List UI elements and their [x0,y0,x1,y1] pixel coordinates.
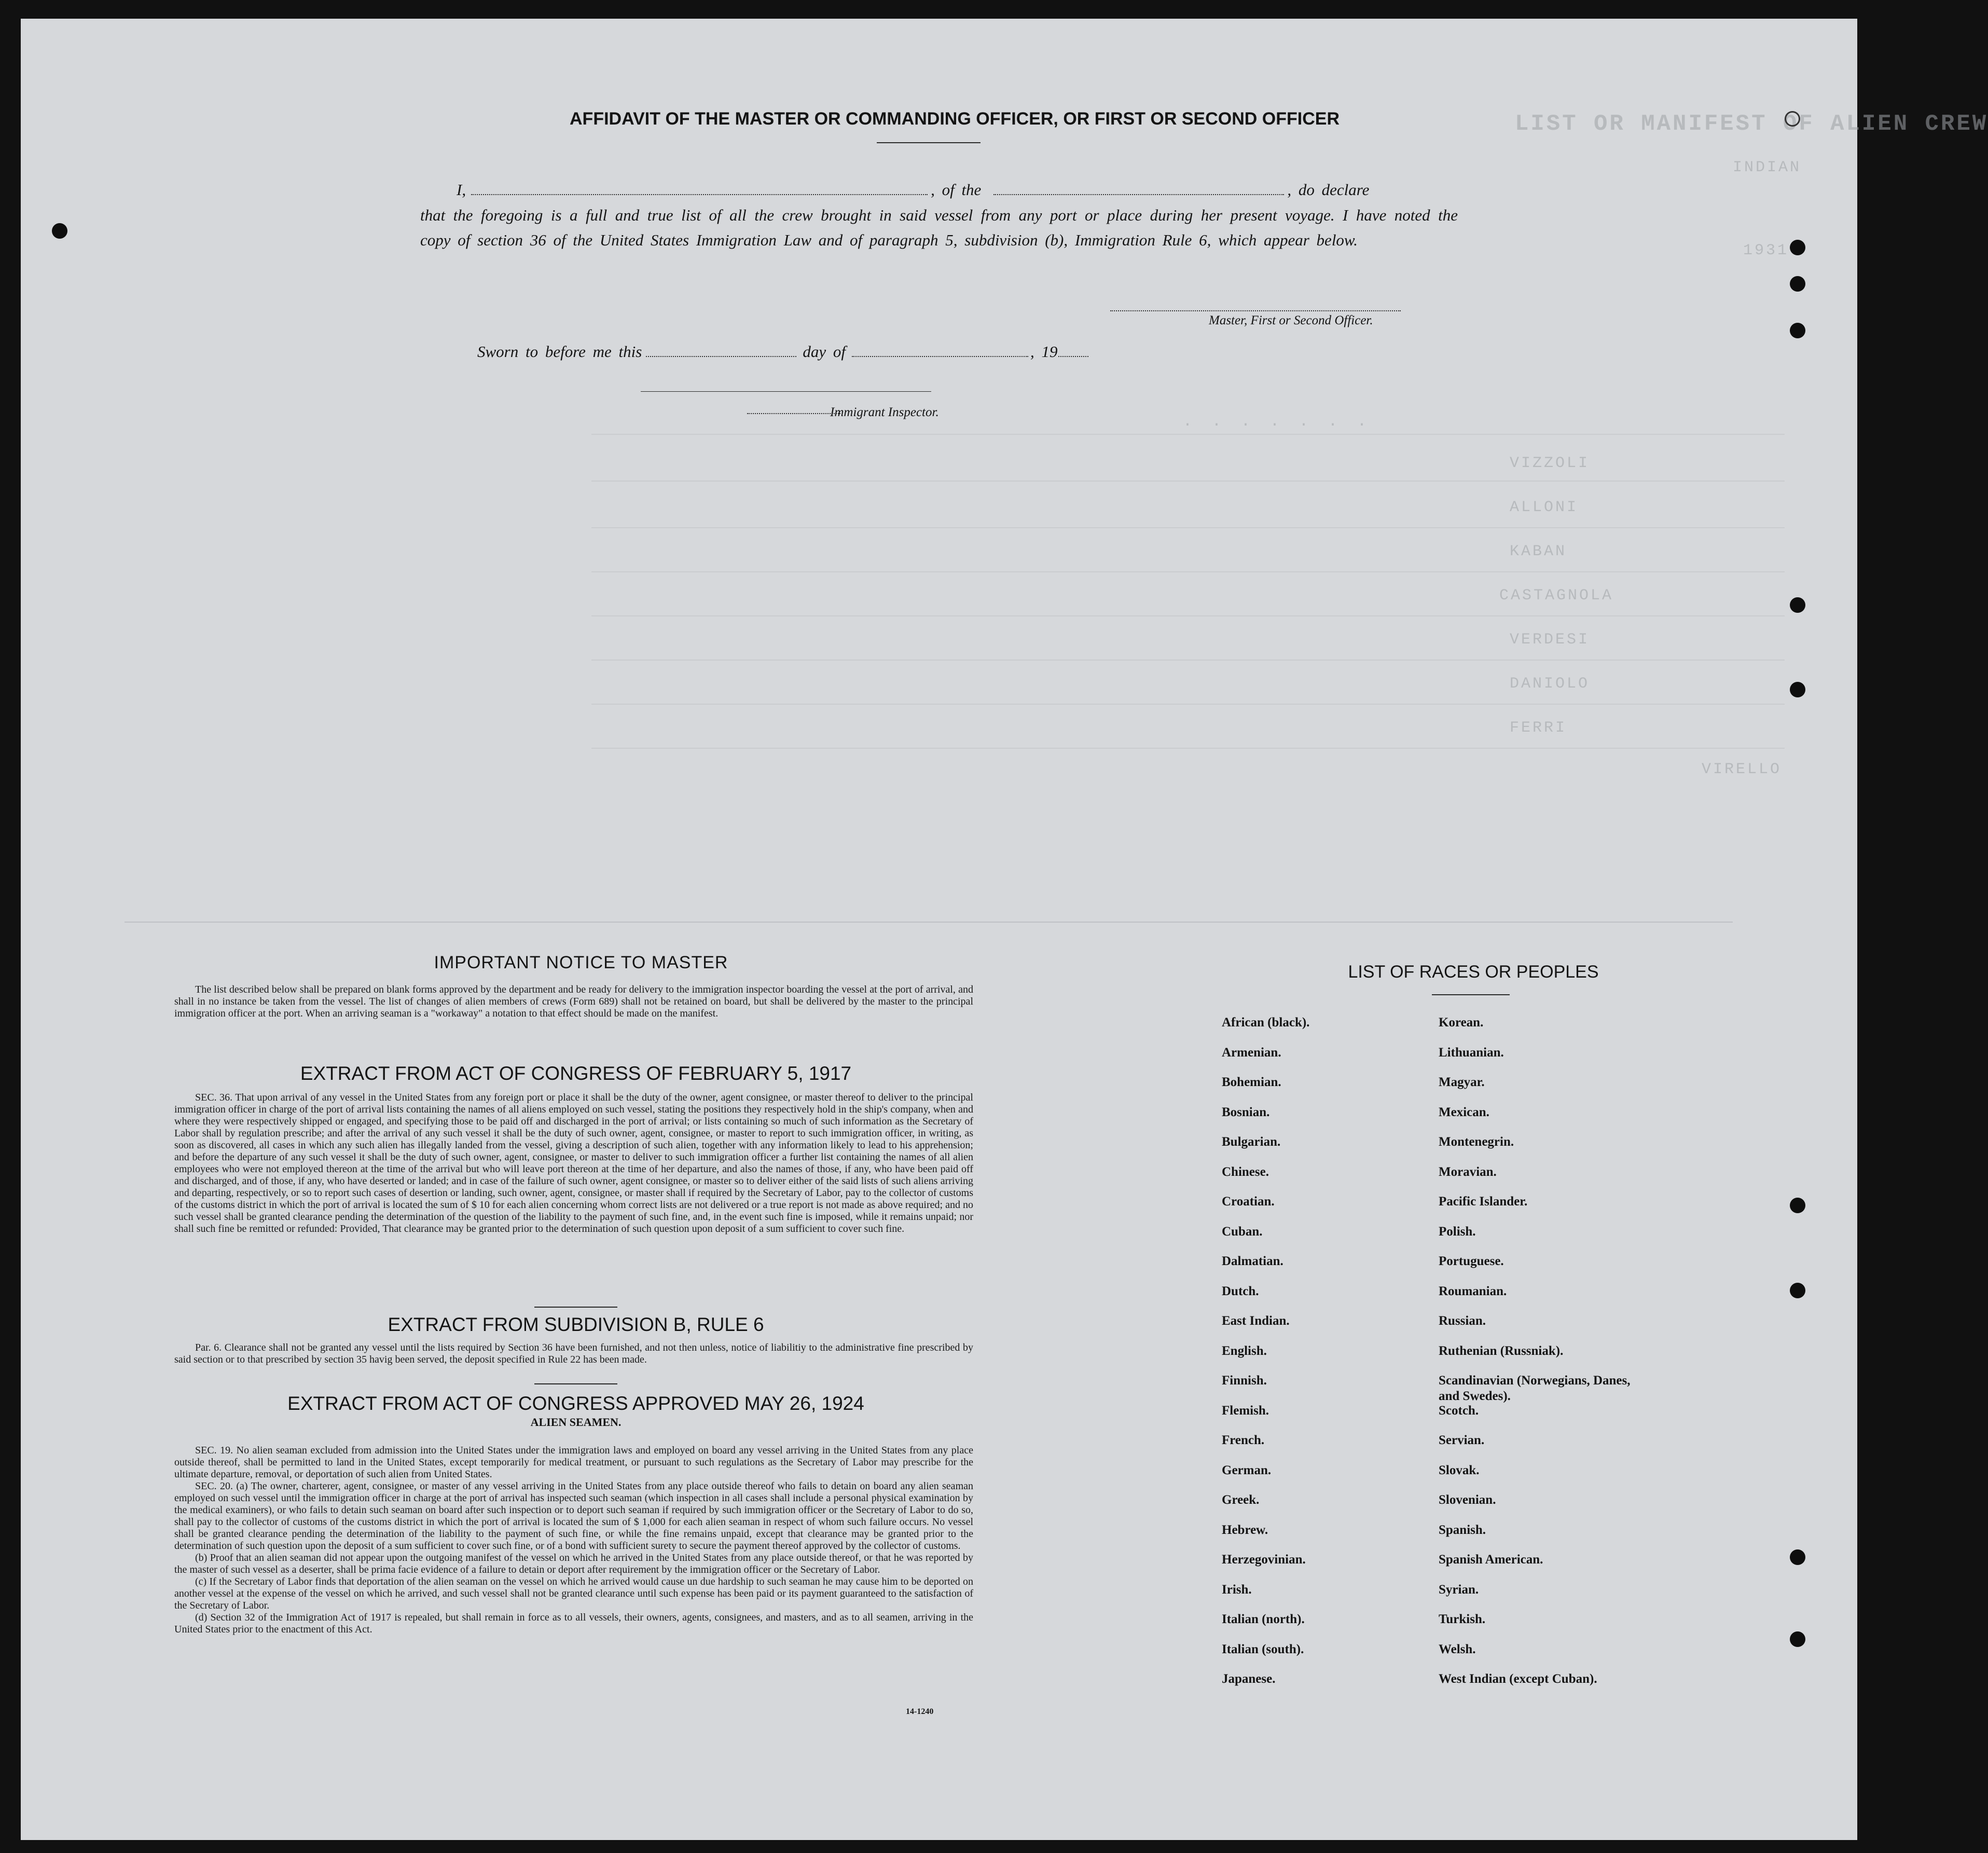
race-item: Dalmatian. [1222,1254,1283,1268]
race-item: Italian (south). [1222,1642,1304,1656]
race-item: Portuguese. [1439,1254,1504,1268]
affidavit-declaration-line [420,177,1458,202]
race-item: African (black). [1222,1015,1310,1030]
master-name-field[interactable] [471,182,928,195]
sworn-month-field[interactable] [852,344,1028,357]
race-item: Moravian. [1439,1164,1497,1179]
race-item: English. [1222,1343,1267,1358]
race-item: Bohemian. [1222,1075,1281,1089]
master-signature-field[interactable] [1110,309,1401,311]
sworn-day-of-label: day of [803,342,846,361]
race-item: Italian (north). [1222,1612,1305,1626]
extract-rule6-text [174,1342,973,1366]
vessel-name-field[interactable] [993,182,1284,195]
notice-paragraph: The list described below shall be prepared on blank forms approved by the department and be ready for delivery to the immigration inspector boarding the vessel at the port of arrival, and shall in no instance be taken from the vessel. The list of changes of alien members of crews (Form 689) shall not be retained on board, but shall be delivered by the master to the principal immigration officer at the port. When an arriving seaman is a "workaway" a notation to that effect should be made on the manifest. [174,984,973,1019]
race-item: Greek. [1222,1493,1260,1507]
race-item: German. [1222,1463,1272,1477]
master-signature-label: Master, First or Second Officer. [1209,313,1373,327]
race-item: Croatian. [1222,1195,1275,1209]
affidavit-i-label: I, [457,181,466,199]
notice-text [174,984,973,1020]
race-item: Dutch. [1222,1284,1259,1298]
race-item: Bosnian. [1222,1105,1270,1119]
race-item: Turkish. [1439,1612,1486,1626]
race-item: Herzegovinian. [1222,1553,1306,1567]
extract-1917-title: EXTRACT FROM ACT OF CONGRESS OF FEBRUARY 5, 1917 [300,1063,852,1084]
sworn-day-field[interactable] [646,344,796,357]
race-item: Scandinavian (Norwegians, Danes, and Swedes). [1439,1374,1631,1403]
race-item: Montenegrin. [1439,1135,1514,1149]
extract-rule6-title: EXTRACT FROM SUBDIVISION B, RULE 6 [388,1314,764,1335]
binder-hole [1790,1198,1805,1213]
inspector-signature-line [641,391,931,392]
race-item: Magyar. [1439,1075,1485,1089]
race-item: Cuban. [1222,1224,1263,1239]
race-item: Flemish. [1222,1403,1269,1418]
race-item: Spanish. [1439,1522,1486,1537]
binder-hole [1790,1549,1805,1565]
races-left-column [1222,1015,1309,1701]
sworn-line [420,339,1458,364]
sworn-prefix-label: Sworn to before me this [477,342,642,361]
form-number: 14-1240 [906,1707,934,1716]
race-item: Slovenian. [1439,1493,1496,1507]
extract-1917-paragraph: SEC. 36. That upon arrival of any vessel in the United States from any foreign port or place it shall be the duty of the owner, agent consignee, or master thereof to deliver to the principal immigration officer in charge of the port of arrival lists containing the names of all aliens employed on such vessel, stating the positions they respectively hold in the ship's company, when and where they were respectively shipped or engaged, and specifying those to be paid off and discharged in the port of arrival; or lists containing so much of such information as the Secretary of Labor shall by regulation prescribe; and after the arrival of any such vessel it shall be the duty of such owner, agent, consignee, or master to report to such immigration officer, in writing, as soon as discovered, all cases in which any such alien has illegally landed from the vessel, giving a description of such alien, together with any information likely to lead to his apprehension; and before the departure of any such vessel it shall be the duty of such owner, agent, consignee, or master to deliver to such immigration officer a further list containing the names of all alien employees who were not employed thereon at the time of the arrival but who will leave port thereon at the time of her departure, and also the names of those, if any, who have been paid off and discharged, and of those, if any, who have deserted or landed; and in case of the failure of such owner, agent consignee, or master so to deliver either of the said lists of such aliens arriving and departing, respectively, or so to report such cases of desertion or landing, such owner, agent, consignee, or master shall if required by the Secretary of Labor, pay to the collector of customs of the customs district in which the port of arrival is located the sum of $ 10 for each alien concerning whom correct lists are not delivered or a true report is not made as above required; and no such vessel shall be granted clearance pending the determination of the question of the liability to the payment of such fine, and, in the event such fine is imposed, while it remains unpaid; nor shall such fine be remitted or refunded: Provided, That clearance may be granted prior to the determination of such question upon deposit of a sum sufficient to cover such fine. [174,1092,973,1234]
extract-1924-subtitle: ALIEN SEAMEN. [530,1416,622,1429]
affidavit-title: AFFIDAVIT OF THE MASTER OR COMMANDING OFFICER, OR FIRST OR SECOND OFFICER [570,109,1340,129]
race-item: Armenian. [1222,1045,1281,1060]
race-item: Roumanian. [1439,1284,1507,1298]
extract-rule6-paragraph: Par. 6. Clearance shall not be granted any vessel until the lists required by Section 36 have been furnished, and not then unless, notice of liabilitiy to the administrative fine prescribed by said section or to that prescribed by section 35 havig been served, the deposit specified in Rule 22 has been made. [174,1342,973,1365]
sworn-year-label: , 19 [1030,342,1058,361]
binder-hole [52,223,67,239]
notice-title: IMPORTANT NOTICE TO MASTER [434,953,728,972]
races-right-column [1439,1015,1636,1701]
divider-rule [534,1383,617,1384]
race-item: Ruthenian (Russniak). [1439,1343,1564,1358]
race-item: Slovak. [1439,1463,1480,1477]
extract-1924-text [174,1445,973,1636]
extract-1924-paragraph: (b) Proof that an alien seaman did not appear upon the outgoing manifest of the vessel on which he arrived in the United States from any place outside thereof, or that he was reported by the master of such vessel as a deserter, shall be prima facie evidence of a failure to detain or deport after requirement by the immigration officer or the Secretary of Labor. [174,1552,973,1575]
binder-hole [1790,1283,1805,1298]
race-item: Irish. [1222,1582,1252,1597]
affidavit-do-declare-label: , do declare [1287,181,1370,199]
race-item: Welsh. [1439,1642,1476,1656]
binder-hole [1785,111,1800,127]
race-item: Servian. [1439,1433,1485,1447]
race-item: Polish. [1439,1224,1476,1239]
race-item: Finnish. [1222,1374,1267,1388]
race-item: Syrian. [1439,1582,1479,1597]
race-item: Spanish American. [1439,1553,1543,1567]
extract-1917-text [174,1092,973,1235]
extract-1924-paragraph: SEC. 19. No alien seaman excluded from admission into the United States under the immigration laws and employed on board any vessel arriving in the United States from any place outside thereof, shall be permitted to land in the United States, except temporarily for medical treatment, or pursuant to such regulations as the Secretary of Labor may prescribe for the ultimate departure, removal, or deportation of such alien from United States. [174,1445,973,1480]
races-title-rule [1432,994,1510,995]
extract-1924-title: EXTRACT FROM ACT OF CONGRESS APPROVED MAY 26, 1924 [287,1393,864,1414]
inspector-name-field[interactable] [747,412,840,414]
divider-rule [534,1307,617,1308]
race-item: Scotch. [1439,1403,1479,1418]
race-item: Lithuanian. [1439,1045,1504,1060]
race-item: East Indian. [1222,1314,1290,1328]
binder-hole [1790,682,1805,697]
extract-1924-paragraph: SEC. 20. (a) The owner, charterer, agent, consignee, or master of any vessel arriving in the United States from any place outside thereof who fails to detain on board any alien seaman employed on such vessel until the immigration officer in charge at the port of arrival has inspected such seaman (which inspection in all cases shall include a personal physical examination by the medical examiners), or who fails to detain such seaman on board after such inspection or to deport such seaman if required by such immigration officer or the Secretary of Labor to do so, shall pay to the collector of customs of the customs district in which the port of arrival is located the sum of $ 1,000 for each alien seaman in respect of whom such failure occurs. No vessel shall be granted clearance pending the determination of the liability to the payment of such fine, or while the fine remains unpaid, except that clearance may be granted prior to the determination of such question upon the deposit of a sum sufficient to cover such fine, or of a bond with sufficient surety to secure the payment thereof approved by the collector of customs. [174,1480,973,1552]
race-item: Mexican. [1439,1105,1489,1119]
race-item: Japanese. [1222,1672,1276,1686]
sworn-year-field[interactable] [1058,344,1088,357]
extract-1924-paragraph: (c) If the Secretary of Labor finds that deportation of the alien seaman on the vessel on which he arrived would cause un due hardship to such seaman he may cause him to be deported on another vessel at the expense of the vessel on which he arrived, and such vessel shall not be granted clearance until such expense has been paid or its payment guaranteed to the satisfaction of the Secretary of Labor. [174,1576,973,1611]
race-item: Korean. [1439,1015,1484,1030]
affidavit-body-text: that the foregoing is a full and true list of all the crew brought in said vessel from any port or place during her present voyage. I have noted the copy of section 36 of the United States Immigration Law and of paragraph 5, subdivision (b), Immigration Rule 6, which appear below. [420,206,1458,249]
race-item: French. [1222,1433,1265,1447]
affidavit-title-rule [877,142,981,143]
races-title: LIST OF RACES OR PEOPLES [1348,962,1599,982]
race-item: West Indian (except Cuban). [1439,1672,1597,1686]
affidavit-of-the-label: , of the [931,181,982,199]
binder-hole [1790,240,1805,255]
race-item: Chinese. [1222,1164,1269,1179]
binder-hole [1790,276,1805,292]
document-page: LIST OR MANIFEST OF ALIEN CREW INDIAN 1931 . . . . . . . VIZZOLI ALLONI KABAN CASTAGNOLA VERDESI DANIOLO FERRI VIRELLO AFFIDAVIT OF THE MASTER OR COMMANDING OFFICER, OR FIRST OR SECOND OFFICER I, , of the , do declare that the foregoing is a full and true list of all the crew brought in said vessel from any port or place during her present voyage. I have noted the copy of section 36 of the United States Immigration Law and of paragraph 5, subdivision (b), Immigration Rule 6, which appear below. Master, First or Second Officer. Sworn to before me this day of , 19 Immigrant Inspector. IMPORTANT NOTICE TO MASTER The list described below shall be prepared on blank forms approved by the department and be ready for delivery to the immigration inspector boarding the vessel at the port of arrival, and shall in no instance be taken from the vessel. The list of changes of alien members of crews (Form 689) shall not be retained on board, but shall be delivered by the master to the principal immigration officer at the port. When an arriving seaman is a "workaway" a notation to that effect should be made on the manifest. EXTRACT FROM ACT OF CONGRESS OF FEBRUARY 5, 1917 SEC. 36. That upon arrival of any vessel in the United States from any foreign port or place it shall be the duty of the owner, agent consignee, or master thereof to deliver to the principal immigration officer in charge of the port of arrival lists containing the names of all aliens employed on such vessel, stating the positions they respectively hold in the ship's company, when and where they were respectively shipped or engaged, and specifying those to be paid off and discharged in the port of arrival; or lists containing so much of such information as the Secretary of Labor shall by regulation prescribe; and after the arrival of any such vessel it shall be the duty of such owner, agent, consignee, or master to report to such immigration officer, in writing, as soon as discovered, all cases in which any such alien has illegally landed from the vessel, giving a description of such alien, together with any information likely to lead to his apprehension; and before the departure of any such vessel it shall be the duty of such owner, agent, consignee, or master to deliver to such immigration officer a further list containing the names of all alien employees who were not employed thereon at the time of the arrival but who will leave port thereon at the time of her departure, and also the names of those, if any, who have been paid off and discharged, and of those, if any, who have deserted or landed; and in case of the failure of such owner, agent consignee, or master so to deliver either of the said lists of such aliens arriving and departing, respectively, or so to report such cases of desertion or landing, such owner, agent, consignee, or master shall if required by the Secretary of Labor, pay to the collector of customs of the customs district in which the port of arrival is located the sum of $ 10 for each alien concerning whom correct lists are not delivered or a true report is not made as above required; and no such vessel shall be granted clearance pending the determination of the question of the liability to the payment of such fine, and, in the event such fine is imposed, while it remains unpaid; nor shall such fine be remitted or refunded: Provided, That clearance may be granted prior to the determination of such question upon deposit of a sum sufficient to cover such fine. EXTRACT FROM SUBDIVISION B, RULE 6 Par. 6. Clearance shall not be granted any vessel until the lists required by Section 36 have been furnished, and not then unless, notice of liabilitiy to the administrative fine prescribed by said section or to that prescribed by section 35 havig been served, the deposit specified in Rule 22 has been made. EXTRACT FROM ACT OF CONGRESS APPROVED MAY 26, 1924 ALIEN SEAMEN. SEC. 19. No alien seaman excluded from admission into the United States under the immigration laws and employed on board any vessel arriving in the United States from any place outside thereof, shall be permitted to land in the United States, except temporarily for medical treatment, or pursuant to such regulations as the Secretary of Labor may prescribe for the ultimate departure, removal, or deportation of such alien from United States. SEC. 20. (a) The owner, charterer, agent, consignee, or master of any vessel arriving in the United States from any place outside thereof who fails to detain on board any alien seaman employed on such vessel until the immigration officer in charge at the port of arrival has inspected such seaman (which inspection in all cases shall include a personal physical examination by the medical examiners), or who fails to detain such seaman on board after such inspection or to deport such seaman if required by such immigration officer or the Secretary of Labor to do so, shall pay to the collector of customs of the customs district in which the port of arrival is located the sum of $ 1,000 for each alien seaman in respect of whom such failure occurs. No vessel shall be granted clearance pending the determination of the liability to the payment of such fine, or while the fine remains unpaid, except that clearance may be granted prior to the determination of such question upon the deposit of a sum sufficient to cover such fine, or of a bond with sufficient surety to secure the payment thereof approved by the collector of customs. (b) Proof that an alien seaman did not appear upon the outgoing manifest of the vessel on which he arrived in the United States from any place outside thereof, or that he was reported by the master of such vessel as a deserter, shall be prima facie evidence of a failure to detain or deport after requirement by the immigration officer or the Secretary of Labor. (c) If the Secretary of Labor finds that deportation of the alien seaman on the vessel on which he arrived would cause un due hardship to such seaman he may cause him to be deported on another vessel at the expense of the vessel on which he arrived, and such vessel shall not be granted clearance until such expense has been paid or its payment guaranteed to the satisfaction of the Secretary of Labor. (d) Section 32 of the Immigration Act of 1917 is repealed, but shall remain in force as to all vessels, their owners, agents, consignees, and masters, and as to all seamen, arriving in the United States prior to the enactment of this Act. 14-1240 LIST OF RACES OR PEOPLES African (black). Armenian. Bohemian. Bosnian. Bulgarian. Chinese. Croatian. Cuban. Dalmatian. Dutch. East Indian. English. Finnish. Flemish. French. German. Greek. Hebrew. Herzegovinian. Irish. Italian (north). Italian (south). Japanese. Korean. Lithuanian. Magyar. Mexican. Montenegrin. Moravian. Pacific Islander. Polish. Portuguese. Roumanian. Russian. Ruthenian (Russniak). Scandinavian (Norwegians, Danes, and Swedes). Scotch. Servian. Slovak. Slovenian. Spanish. Spanish American. Syrian. Turkish. Welsh. West Indian (except Cuban). [21,19,1857,1840]
race-item: Russian. [1439,1314,1486,1328]
race-item: Hebrew. [1222,1522,1268,1537]
binder-hole [1790,323,1805,338]
race-item: Bulgarian. [1222,1135,1281,1149]
binder-hole [1790,1631,1805,1647]
extract-1924-paragraph: (d) Section 32 of the Immigration Act of 1917 is repealed, but shall remain in force as to all vessels, their owners, agents, consignees, and masters, and as to all seamen, arriving in the United States prior to the enactment of this Act. [174,1612,973,1635]
binder-hole [1790,597,1805,613]
inspector-label: Immigrant Inspector. [830,405,939,419]
race-item: Pacific Islander. [1439,1195,1528,1209]
